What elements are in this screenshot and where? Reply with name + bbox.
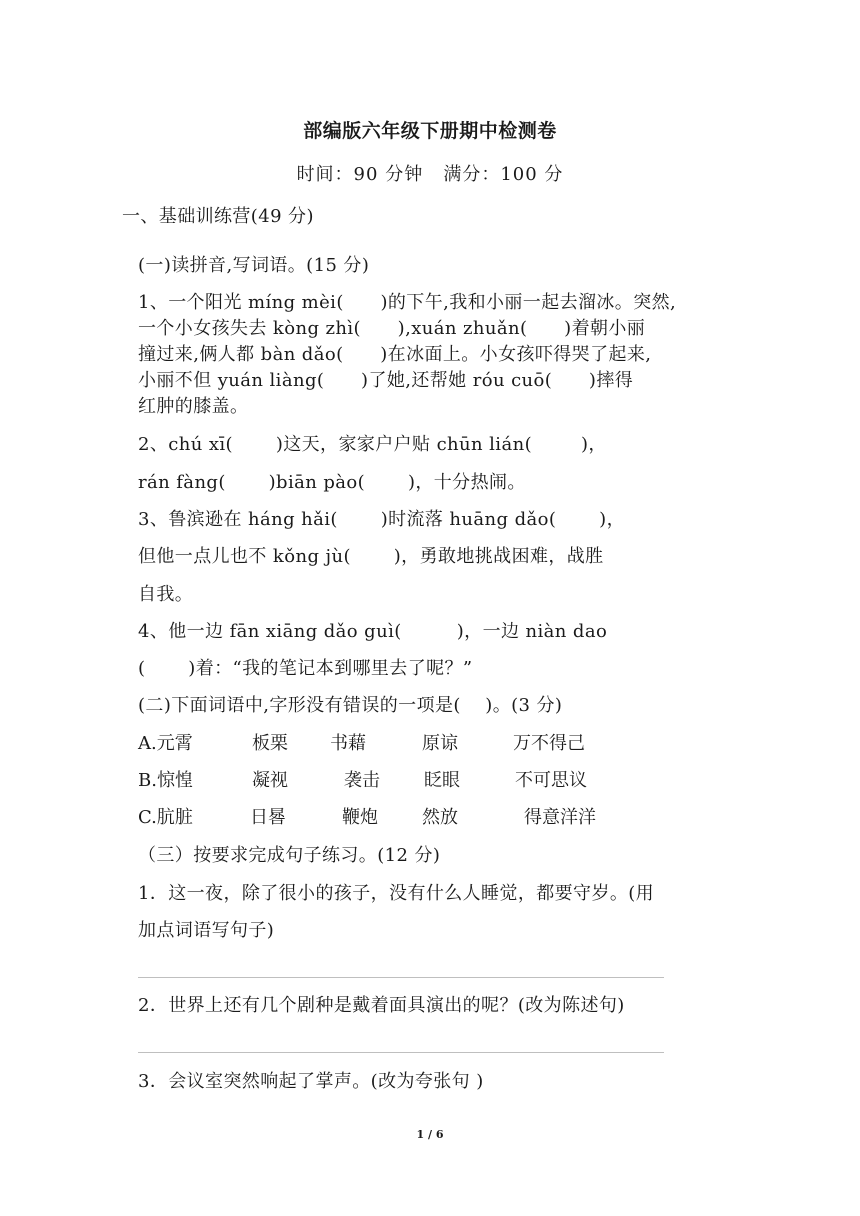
option-word: 然放 [422,807,458,828]
option-row [138,732,698,756]
page-number: 1 / 6 [416,1128,444,1141]
question-line: 加点词语写句子) [138,920,275,941]
option-word: 得意洋洋 [524,807,596,828]
option-word: 鞭炮 [342,807,378,828]
section-heading: 一、基础训练营(49 分) [122,206,314,227]
question-line: 2．世界上还有几个剧种是戴着面具演出的呢？(改为陈述句) [138,995,625,1016]
question-line: 3、鲁滨逊在 háng hǎi( )时流落 huāng dǎo( )， [138,509,625,530]
part-heading: (二)下面词语中,字形没有错误的一项是( )。(3 分) [138,695,563,716]
question-line: 4、他一边 fān xiāng dǎo guì( )，一边 niàn dao [138,621,608,642]
question-line: ( )着：“我的笔记本到哪里去了呢？” [138,658,473,679]
option-row [138,769,698,793]
option-label: B.惊惶 [138,770,193,791]
question-line: 撞过来,俩人都 bàn dǎo( )在冰面上。小女孩吓得哭了起来, [138,344,652,365]
option-word: 不可思议 [515,770,587,791]
question-line: rán fàng( )biān pào( )，十分热闹。 [138,472,526,493]
option-word: 板栗 [252,733,288,754]
question-line: 一个小女孩失去 kòng zhì( ),xuán zhuǎn( )着朝小丽 [138,318,646,339]
option-word: 凝视 [252,770,288,791]
option-word: 万不得己 [513,733,585,754]
question-line: 2、chú xī( )这天，家家户户贴 chūn lián( )， [138,434,607,455]
option-row [138,806,698,830]
exam-meta: 时间：90 分钟 满分：100 分 [296,164,564,185]
part-heading: （三）按要求完成句子练习。(12 分) [138,845,441,866]
option-word: 日晷 [250,807,286,828]
question-line: 小丽不但 yuán liàng( )了她,还帮她 róu cuō( )摔得 [138,370,634,391]
answer-line[interactable] [138,977,664,978]
option-word: 原谅 [422,733,458,754]
answer-line[interactable] [138,1052,664,1053]
option-label: C.肮脏 [138,807,193,828]
question-line: 1．这一夜，除了很小的孩子，没有什么人睡觉，都要守岁。(用 [138,883,655,904]
question-line: 红肿的膝盖。 [138,396,249,417]
option-word: 袭击 [344,770,380,791]
question-line: 1、一个阳光 míng mèi( )的下午,我和小丽一起去溜冰。突然, [138,292,677,313]
question-line: 但他一点儿也不 kǒng jù( )，勇敢地挑战困难，战胜 [138,546,604,567]
question-line: 自我。 [138,584,194,605]
question-line: 3．会议室突然响起了掌声。(改为夸张句 ) [138,1071,484,1092]
part-heading: (一)读拼音,写词语。(15 分) [138,255,370,276]
option-word: 眨眼 [424,770,460,791]
option-word: 书藉 [330,733,366,754]
exam-title: 部编版六年级下册期中检测卷 [303,120,557,142]
option-label: A.元霄 [138,733,193,754]
